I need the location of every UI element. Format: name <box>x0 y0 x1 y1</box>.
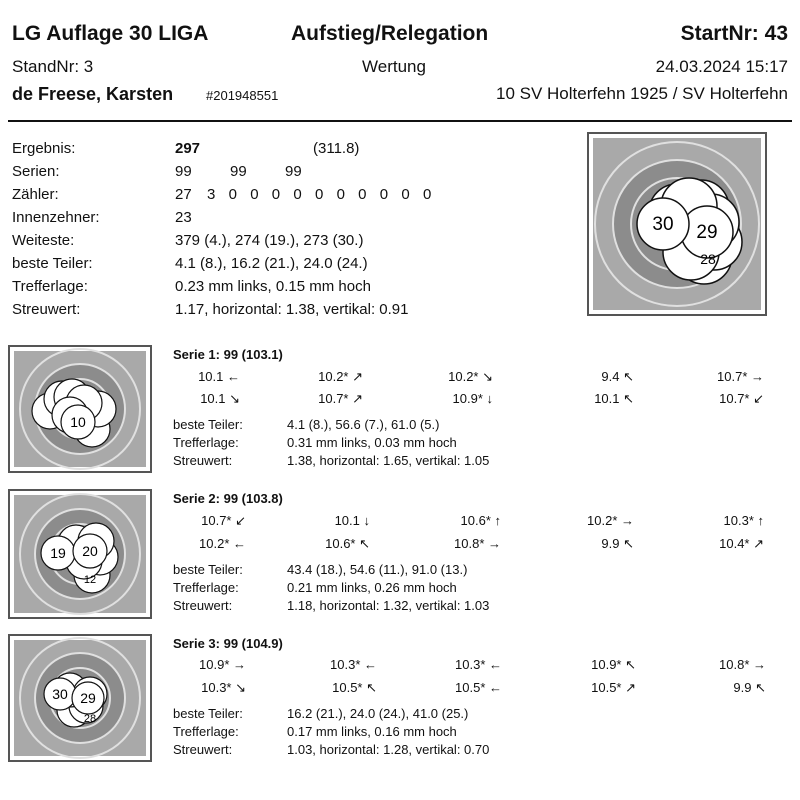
wertung-label: Wertung <box>362 57 426 76</box>
zaehler-count: 0 <box>336 186 345 203</box>
shot: 10.1 ↓ <box>334 513 370 528</box>
target-shot-label: 29 <box>80 690 96 706</box>
trefferlage-value: 0.31 mm links, 0.03 mm hoch <box>287 435 457 450</box>
series-1-target <box>8 345 152 473</box>
zaehler-label: Zähler: <box>12 186 59 203</box>
shot: 10.2* ↗ <box>318 369 363 384</box>
target-shot-label: 30 <box>52 686 68 702</box>
shot: 10.7* ↙ <box>719 391 764 406</box>
zaehler-count: 0 <box>422 186 432 203</box>
trefferlage-label: Trefferlage: <box>173 580 239 595</box>
streuwert-label: Streuwert: <box>173 453 233 468</box>
shot: 10.9* → <box>199 657 246 672</box>
ergebnis-value: 297 <box>175 140 201 157</box>
shot: 10.1 ↘ <box>200 391 240 406</box>
shot: 10.5* ↖ <box>332 680 377 695</box>
shot: 10.6* ↖ <box>325 536 370 551</box>
zaehler-count: 0 <box>379 186 389 203</box>
series-2-target-graphic <box>10 491 150 617</box>
series-3-target-graphic <box>10 636 150 760</box>
zaehler-count: 0 <box>314 186 324 203</box>
club-name: 10 SV Holterfehn 1925 / SV Holterfehn <box>495 84 788 103</box>
shot: 10.5* ← <box>455 680 502 695</box>
start-number: StartNr: 43 <box>680 22 788 45</box>
trefferlage-value: 0.23 mm links, 0.15 mm hoch <box>175 278 371 295</box>
teiler-value: 43.4 (18.), 54.6 (11.), 91.0 (13.) <box>287 562 468 577</box>
overall-target-graphic <box>589 134 765 314</box>
zaehler-count: 0 <box>271 186 281 203</box>
teiler-value: 4.1 (8.), 16.2 (21.), 24.0 (24.) <box>175 255 368 272</box>
shooter-name: de Freese, Karsten <box>12 84 174 104</box>
teiler-label: beste Teiler: <box>173 562 243 577</box>
header-divider <box>8 120 792 122</box>
shot: 10.8* → <box>454 536 501 551</box>
zaehler-count: 0 <box>228 186 237 203</box>
discipline-title: LG Auflage 30 LIGA <box>12 22 209 45</box>
serien-2: 99 <box>230 163 247 180</box>
trefferlage-value: 0.21 mm links, 0.26 mm hoch <box>287 580 457 595</box>
shot: 10.9* ↓ <box>452 391 493 406</box>
ergebnis-decimal: (311.8) <box>313 140 360 157</box>
shot: 10.9* ↖ <box>591 657 636 672</box>
serien-label: Serien: <box>12 163 60 180</box>
streuwert-value: 1.38, horizontal: 1.65, vertikal: 1.05 <box>287 453 490 468</box>
shot: 10.2* ← <box>199 536 246 551</box>
shot: 10.7* → <box>717 369 764 384</box>
teiler-label: beste Teiler: <box>12 255 93 272</box>
shot: 10.3* ↘ <box>201 680 246 695</box>
shooter-id: #201948551 <box>206 88 279 103</box>
shot: 10.4* ↗ <box>719 536 764 551</box>
streuwert-label: Streuwert: <box>173 598 233 613</box>
series-3-title: Serie 3: 99 (104.9) <box>173 636 283 651</box>
weiteste-value: 379 (4.), 274 (19.), 273 (30.) <box>175 232 364 249</box>
target-shot-label: 30 <box>652 214 674 235</box>
zaehler-count: 27 <box>175 186 192 203</box>
target-shot-label: 12 <box>83 574 97 586</box>
series-3-target <box>8 634 152 762</box>
shot: 9.9 ↖ <box>601 536 634 551</box>
trefferlage-value: 0.17 mm links, 0.16 mm hoch <box>287 724 457 739</box>
zaehler-count: 0 <box>401 186 410 203</box>
target-shot-label: 28 <box>83 713 97 725</box>
shot: 10.6* ↑ <box>460 513 501 528</box>
series-1-title: Serie 1: 99 (103.1) <box>173 347 283 362</box>
date-time: 24.03.2024 15:17 <box>655 57 788 76</box>
teiler-value: 4.1 (8.), 56.6 (7.), 61.0 (5.) <box>287 417 440 432</box>
target-shot-label: 19 <box>50 545 66 561</box>
overall-target <box>587 132 767 316</box>
series-1-target-graphic <box>10 347 150 471</box>
shot: 10.8* → <box>719 657 766 672</box>
shot: 10.5* ↗ <box>591 680 636 695</box>
shot: 10.3* ← <box>330 657 377 672</box>
zaehler-count: 3 <box>207 186 216 203</box>
shot: 10.3* ↑ <box>723 513 764 528</box>
innenzehner-value: 23 <box>175 209 192 226</box>
shot: 9.9 ↖ <box>733 680 766 695</box>
target-shot-label: 28 <box>700 251 716 267</box>
series-2-target <box>8 489 152 619</box>
zaehler-value <box>175 186 445 203</box>
shot: 10.3* ← <box>455 657 502 672</box>
streuwert-value: 1.03, horizontal: 1.28, vertikal: 0.70 <box>287 742 490 757</box>
streuwert-value: 1.17, horizontal: 1.38, vertikal: 0.91 <box>175 301 409 318</box>
serien-1: 99 <box>175 163 192 180</box>
streuwert-label: Streuwert: <box>12 301 81 318</box>
trefferlage-label: Trefferlage: <box>12 278 88 295</box>
zaehler-count: 0 <box>358 186 367 203</box>
shot: 10.7* ↙ <box>201 513 246 528</box>
shot: 9.4 ↖ <box>601 369 634 384</box>
shot: 10.2* ↘ <box>448 369 493 384</box>
shot: 10.1 ↖ <box>594 391 634 406</box>
shot: 10.2* → <box>587 513 634 528</box>
trefferlage-label: Trefferlage: <box>173 435 239 450</box>
teiler-label: beste Teiler: <box>173 706 243 721</box>
innenzehner-label: Innenzehner: <box>12 209 100 226</box>
target-shot-label: 10 <box>70 414 86 430</box>
trefferlage-label: Trefferlage: <box>173 724 239 739</box>
shot: 10.1 ← <box>198 369 240 384</box>
target-shot-label: 20 <box>82 543 98 559</box>
teiler-label: beste Teiler: <box>173 417 243 432</box>
target-shot-label: 29 <box>696 222 718 243</box>
shot: 10.7* ↗ <box>318 391 363 406</box>
teiler-value: 16.2 (21.), 24.0 (24.), 41.0 (25.) <box>287 706 469 721</box>
series-2-title: Serie 2: 99 (103.8) <box>173 491 283 506</box>
mode-title: Aufstieg/Relegation <box>291 22 489 45</box>
zaehler-count: 0 <box>293 186 302 203</box>
streuwert-value: 1.18, horizontal: 1.32, vertikal: 1.03 <box>287 598 490 613</box>
zaehler-count: 0 <box>250 186 259 203</box>
streuwert-label: Streuwert: <box>173 742 233 757</box>
stand-number: StandNr: 3 <box>12 57 94 76</box>
weiteste-label: Weiteste: <box>12 232 75 249</box>
ergebnis-label: Ergebnis: <box>12 140 76 157</box>
serien-3: 99 <box>285 163 302 180</box>
